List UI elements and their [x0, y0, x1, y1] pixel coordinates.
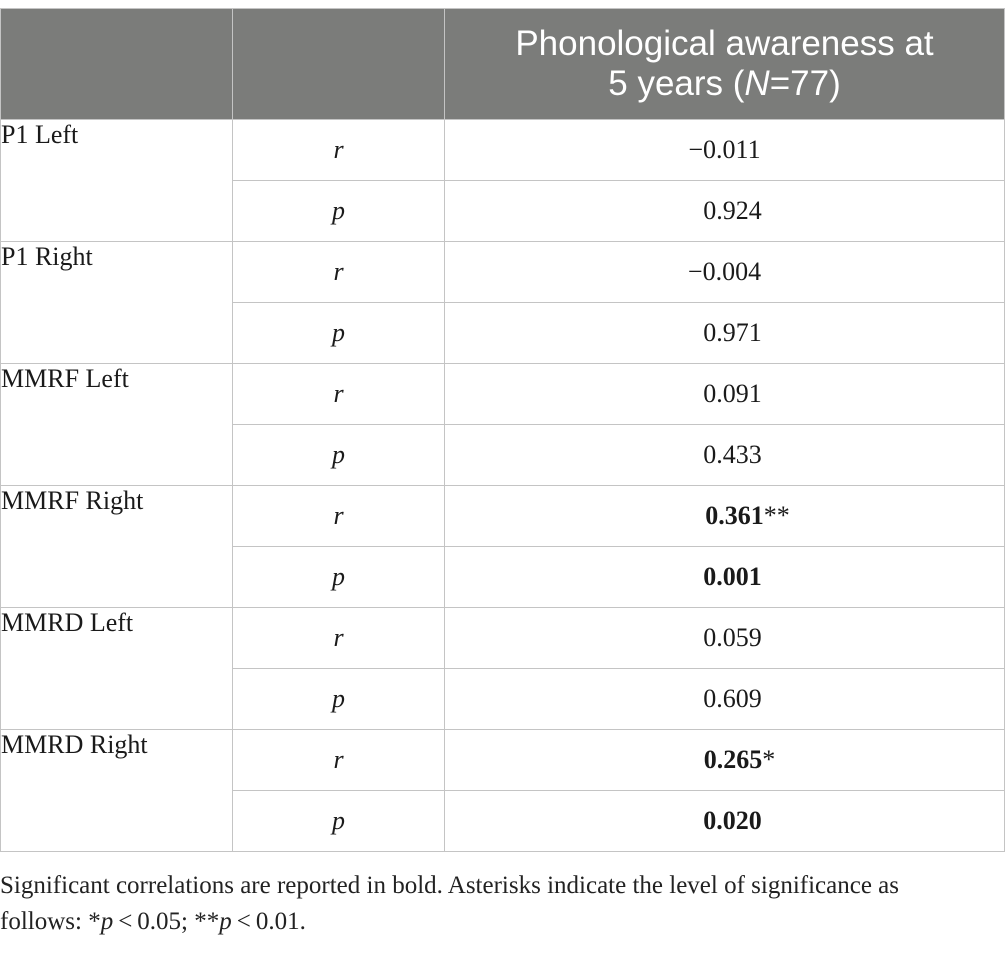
stat-label-r: r [233, 608, 445, 669]
header-n: N [744, 64, 770, 103]
p-value-cell [445, 547, 1005, 608]
measure-cell: P1 Left [1, 120, 233, 242]
header-empty-measure [1, 9, 233, 120]
stat-label-r: r [233, 486, 445, 547]
p-value: 0.971 [703, 318, 762, 347]
footnote-p1: p [100, 908, 114, 935]
footnote-line1: Significant correlations are reported in bold. Asterisks indicate the level of significance as [0, 872, 900, 899]
measure-cell: MMRF Left [1, 364, 233, 486]
footnote-p2: p [219, 908, 232, 935]
r-value-cell [445, 730, 1005, 791]
measure-cell: MMRD Left [1, 608, 233, 730]
table-row [1, 730, 1005, 791]
table-header-row [1, 9, 1005, 120]
stat-label-r: r [233, 120, 445, 181]
stat-label-p: p [233, 181, 445, 242]
r-value: −0.004 [687, 257, 762, 286]
table-row [1, 608, 1005, 669]
stat-label-r: r [233, 730, 445, 791]
table-footnote [0, 868, 1000, 940]
p-value-cell [445, 181, 1005, 242]
header-line2-post: =77) [769, 64, 841, 103]
r-value-cell [445, 120, 1005, 181]
p-value-cell [445, 669, 1005, 730]
stat-label-r: r [233, 364, 445, 425]
r-value-cell [445, 364, 1005, 425]
r-value: 0.361 [705, 501, 764, 530]
stat-label-p: p [233, 669, 445, 730]
stat-label-r: r [233, 242, 445, 303]
footnote-line2-c: < 0.01. [231, 908, 306, 935]
r-value-cell [445, 608, 1005, 669]
stat-label-p: p [233, 547, 445, 608]
p-value: 0.924 [703, 196, 762, 225]
p-value: 0.609 [703, 684, 762, 713]
p-value: 0.433 [703, 440, 762, 469]
table-row [1, 364, 1005, 425]
r-value-cell [445, 486, 1005, 547]
r-value: 0.265 [703, 745, 763, 774]
measure-cell: MMRF Right [1, 486, 233, 608]
stat-label-p: p [233, 791, 445, 852]
r-value: −0.011 [688, 135, 761, 164]
stat-label-p: p [233, 303, 445, 364]
p-value-cell [445, 303, 1005, 364]
r-sig: ** [763, 501, 790, 530]
table-row [1, 486, 1005, 547]
footnote-line2-a: follows: * [0, 908, 101, 935]
header-empty-stat [233, 9, 445, 120]
header-line1: Phonological awareness at [515, 24, 934, 63]
table-row [1, 120, 1005, 181]
r-sig: * [762, 745, 776, 774]
p-value-cell [445, 791, 1005, 852]
r-value-cell [445, 242, 1005, 303]
table-row [1, 242, 1005, 303]
measure-cell: MMRD Right [1, 730, 233, 852]
footnote-line2-b: < 0.05; ** [113, 908, 220, 935]
r-value: 0.059 [703, 623, 762, 652]
p-value: 0.001 [703, 562, 762, 591]
p-value: 0.020 [703, 806, 762, 835]
correlation-table [0, 8, 1005, 852]
r-value: 0.091 [703, 379, 762, 408]
header-line2-pre: 5 years ( [608, 64, 745, 103]
measure-cell: P1 Right [1, 242, 233, 364]
header-phonological-awareness [445, 9, 1005, 120]
stat-label-p: p [233, 425, 445, 486]
p-value-cell [445, 425, 1005, 486]
